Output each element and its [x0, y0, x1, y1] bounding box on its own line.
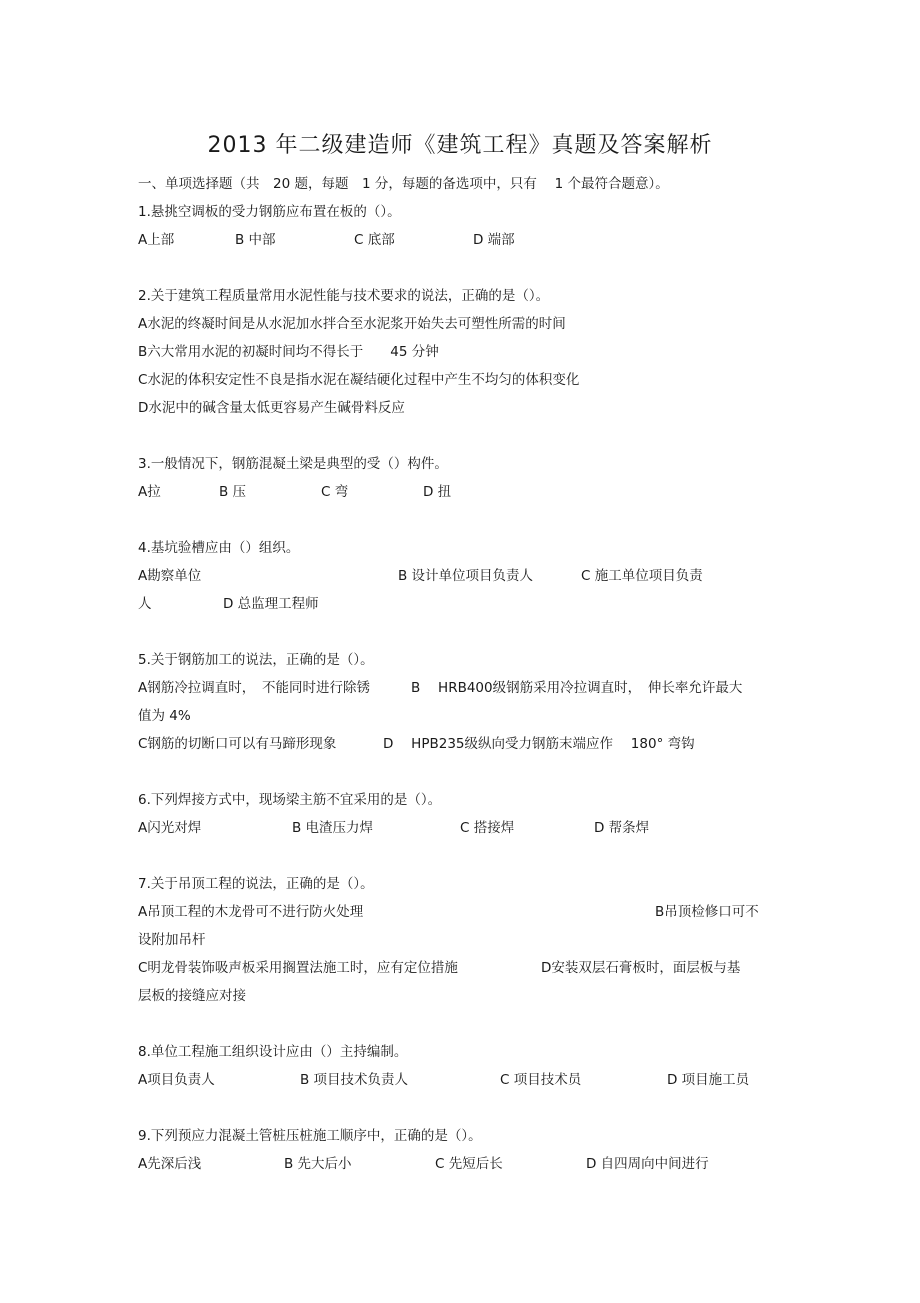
q3-option-c: C 弯	[321, 484, 349, 500]
q4-option-a: A勘察单位	[138, 568, 202, 584]
q2-option-a: A水泥的终凝时间是从水泥加水拌合至水泥浆开始失去可塑性所需的时间	[138, 316, 566, 332]
q7-option-a: A吊顶工程的木龙骨可不进行防火处理	[138, 904, 364, 920]
question-9-stem: 9.下列预应力混凝土管桩压桩施工顺序中，正确的是（）。	[138, 1128, 482, 1144]
q8-option-b: B 项目技术负责人	[300, 1072, 409, 1088]
question-8-stem: 8.单位工程施工组织设计应由（）主持编制。	[138, 1044, 408, 1060]
q2-option-b: B六大常用水泥的初凝时间均不得长于 45 分钟	[138, 344, 439, 360]
question-4-stem: 4.基坑验槽应由（）组织。	[138, 540, 300, 556]
section-heading: 一、单项选择题（共 20 题，每题 1 分，每题的备选项中，只有 1 个最符合题意）。	[138, 176, 669, 192]
q9-option-a: A先深后浅	[138, 1156, 202, 1172]
q7-option-d: D安装双层石膏板时，面层板与基	[541, 960, 741, 976]
question-7-stem: 7.关于吊顶工程的说法，正确的是（）。	[138, 876, 374, 892]
q2-option-d: D水泥中的碱含量太低更容易产生碱骨料反应	[138, 400, 405, 416]
q8-option-d: D 项目施工员	[667, 1072, 750, 1088]
q7-option-b: B吊顶检修口可不	[655, 904, 759, 920]
q8-option-a: A项目负责人	[138, 1072, 215, 1088]
q1-option-d: D 端部	[473, 232, 515, 248]
q6-option-b: B 电渣压力焊	[292, 820, 374, 836]
q3-option-b: B 压	[219, 484, 247, 500]
q3-option-a: A拉	[138, 484, 161, 500]
q5-option-b: B HRB400级钢筋采用冷拉调直时， 伸长率允许最大	[411, 680, 743, 696]
q8-option-c: C 项目技术员	[500, 1072, 582, 1088]
q1-option-b: B 中部	[235, 232, 276, 248]
q1-option-a: A上部	[138, 232, 175, 248]
q7-option-b-continued: 设附加吊杆	[138, 932, 206, 948]
q9-option-b: B 先大后小	[284, 1156, 352, 1172]
q6-option-c: C 搭接焊	[460, 820, 515, 836]
page-title: 2013 年二级建造师《建筑工程》真题及答案解析	[207, 133, 713, 158]
q5-option-d: D HPB235级纵向受力钢筋末端应作 180° 弯钩	[383, 736, 695, 752]
q4-option-d: D 总监理工程师	[223, 596, 319, 612]
q9-option-d: D 自四周向中间进行	[586, 1156, 709, 1172]
q5-option-c: C钢筋的切断口可以有马蹄形现象	[138, 736, 337, 752]
q2-option-c: C水泥的体积安定性不良是指水泥在凝结硬化过程中产生不均匀的体积变化	[138, 372, 580, 388]
question-2-stem: 2.关于建筑工程质量常用水泥性能与技术要求的说法，正确的是（）。	[138, 288, 550, 304]
question-1-stem: 1.悬挑空调板的受力钢筋应布置在板的（）。	[138, 204, 401, 220]
q1-option-c: C 底部	[354, 232, 395, 248]
q6-option-d: D 帮条焊	[594, 820, 650, 836]
q7-option-d-continued: 层板的接缝应对接	[138, 988, 246, 1004]
q4-option-b: B 设计单位项目负责人	[398, 568, 534, 584]
q5-option-a: A钢筋冷拉调直时， 不能同时进行除锈	[138, 680, 370, 696]
q4-option-c: C 施工单位项目负责	[581, 568, 703, 584]
q7-option-c: C明龙骨装饰吸声板采用搁置法施工时，应有定位措施	[138, 960, 458, 976]
q9-option-c: C 先短后长	[435, 1156, 503, 1172]
question-3-stem: 3.一般情况下，钢筋混凝土梁是典型的受（）构件。	[138, 456, 448, 472]
question-5-stem: 5.关于钢筋加工的说法，正确的是（）。	[138, 652, 374, 668]
q4-option-c-continued: 人	[138, 596, 152, 612]
q5-option-b-continued: 值为 4%	[138, 708, 191, 724]
question-6-stem: 6.下列焊接方式中，现场梁主筋不宜采用的是（）。	[138, 792, 442, 808]
q3-option-d: D 扭	[423, 484, 452, 500]
q6-option-a: A闪光对焊	[138, 820, 202, 836]
